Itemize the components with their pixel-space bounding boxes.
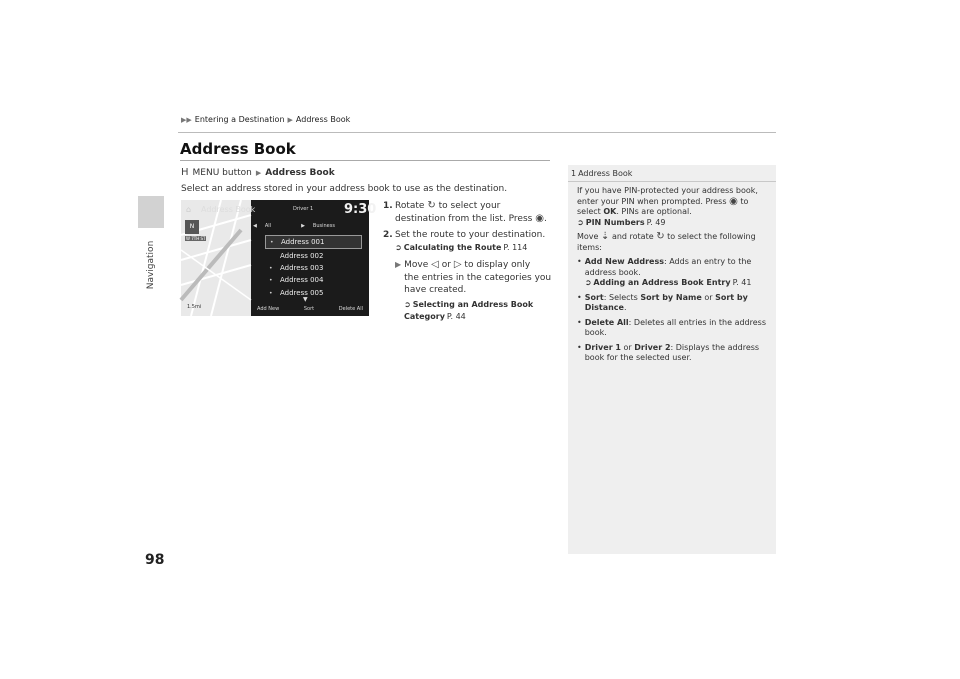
breadcrumb-arrow-icon: ▶▶ xyxy=(181,115,192,124)
note-divider xyxy=(568,181,776,182)
scroll-down-icon[interactable]: ▼ xyxy=(303,296,308,303)
pin-icon: • xyxy=(270,239,274,246)
side-section-label: Navigation xyxy=(146,240,156,290)
tab-business[interactable]: Business xyxy=(312,222,335,229)
step-1: 1. Rotate ↻ to select your destination from the list. Press ◉. xyxy=(383,200,547,224)
breadcrumb-item[interactable]: Address Book xyxy=(295,115,351,124)
note-pin-paragraph: If you have PIN-protected your address book, enter your PIN when prompted. Press ◉ to select OK. PINs are optional. ➲ PIN Numbers P. 49 xyxy=(577,186,758,227)
nav-screen-image xyxy=(181,200,377,316)
menu-target: Address Book xyxy=(265,167,335,178)
driver-label: Driver 1 xyxy=(293,206,314,212)
list-item[interactable]: • Address 004 xyxy=(269,276,324,285)
screen-title: Address Book xyxy=(201,205,256,214)
intro-text: Select an address stored in your address book to use as the destination. xyxy=(181,184,508,194)
reference-arrow-icon: ➲ xyxy=(584,278,592,287)
tab-all[interactable]: All xyxy=(264,222,272,229)
reference-arrow-icon: ➲ xyxy=(395,242,402,252)
breadcrumb-arrow-icon: ▶ xyxy=(287,115,293,124)
north-compass-icon: N xyxy=(185,220,199,234)
right-arrow-icon[interactable]: ▶ xyxy=(301,222,305,229)
list-item[interactable]: • Address 003 xyxy=(269,263,324,272)
note-arrow-icon: ▶ xyxy=(395,260,402,269)
note-bullet: • Add New Address: Adds an entry to the address book. ➲ Adding an Address Book Entry P. 41 xyxy=(577,257,752,287)
menu-path xyxy=(181,167,335,178)
side-note-box xyxy=(568,165,776,554)
move-left-icon: ◁ xyxy=(431,259,439,270)
map-roads xyxy=(181,200,251,316)
menu-arrow-icon: ▶ xyxy=(255,168,262,177)
selecting-category-link-cont[interactable]: Category P. 44 xyxy=(404,312,466,321)
press-knob-icon: ◉ xyxy=(729,195,738,207)
note-number-icon: 1 xyxy=(571,169,577,178)
breadcrumb xyxy=(181,115,350,124)
list-item[interactable]: • Address 005 xyxy=(269,288,324,297)
pin-numbers-link[interactable]: ➲ PIN Numbers P. 49 xyxy=(577,217,666,227)
pin-icon: • xyxy=(269,289,273,297)
calculating-route-link[interactable]: ➲ Calculating the Route P. 114 xyxy=(395,242,553,255)
note-move-paragraph: Move ⇣ and rotate ↻ to select the following items: xyxy=(577,231,756,252)
menu-button-icon: H xyxy=(181,167,189,178)
delete-all-button[interactable]: Delete All xyxy=(338,305,363,312)
adding-entry-link[interactable]: ➲ Adding an Address Book Entry P. 41 xyxy=(584,278,752,287)
press-knob-icon: ◉ xyxy=(535,212,544,224)
breadcrumb-item[interactable]: Entering a Destination xyxy=(194,115,285,124)
menu-button-label: MENU button xyxy=(192,167,252,178)
step-2-note: ▶ Move ◁ or ▷ to display only the entries in the categories you have created. xyxy=(395,259,552,295)
pin-icon: • xyxy=(269,277,273,285)
page-title: Address Book xyxy=(180,140,296,158)
note-bullet: • Sort: Selects Sort by Name or Sort by Distance. xyxy=(577,292,748,312)
note-bullet: • Driver 1 or Driver 2: Displays the address book for the selected user. xyxy=(577,342,760,362)
reference-arrow-icon: ➲ xyxy=(404,299,411,309)
move-right-icon: ▷ xyxy=(453,259,462,270)
title-underline xyxy=(180,160,550,161)
clock: 9:30 xyxy=(344,202,377,217)
category-tabs xyxy=(253,220,367,231)
header-divider xyxy=(178,132,776,133)
side-tab-marker xyxy=(138,196,164,228)
note-bullet: • Delete All: Deletes all entries in the address book. xyxy=(577,317,767,337)
left-arrow-icon[interactable]: ◀ xyxy=(253,222,257,229)
map-scale: 1.5mi xyxy=(187,304,202,310)
pin-icon: • xyxy=(269,264,273,272)
sort-button[interactable]: Sort xyxy=(303,305,315,312)
bottom-bar xyxy=(253,303,367,314)
reference-arrow-icon: ➲ xyxy=(577,217,584,227)
rotate-knob-icon: ↻ xyxy=(427,200,436,211)
map-area xyxy=(181,200,251,316)
step-2: 2. Set the route to your destination. xyxy=(383,230,546,240)
address-list xyxy=(265,235,362,299)
rotate-knob-icon: ↻ xyxy=(656,231,665,242)
note-body xyxy=(577,186,767,368)
home-icon: ⌂ xyxy=(186,205,192,214)
list-item[interactable]: Address 002 xyxy=(280,251,324,260)
add-new-button[interactable]: Add New xyxy=(257,305,280,312)
note-heading: 1 Address Book xyxy=(571,169,633,178)
page-number: 98 xyxy=(145,552,165,568)
selecting-category-link[interactable]: ➲ Selecting an Address Book xyxy=(404,299,553,312)
list-item[interactable]: • Address 001 xyxy=(265,235,362,249)
street-label: W 7TH ST xyxy=(186,236,206,241)
instruction-steps xyxy=(383,200,553,324)
move-knob-icon: ⇣ xyxy=(601,231,610,242)
